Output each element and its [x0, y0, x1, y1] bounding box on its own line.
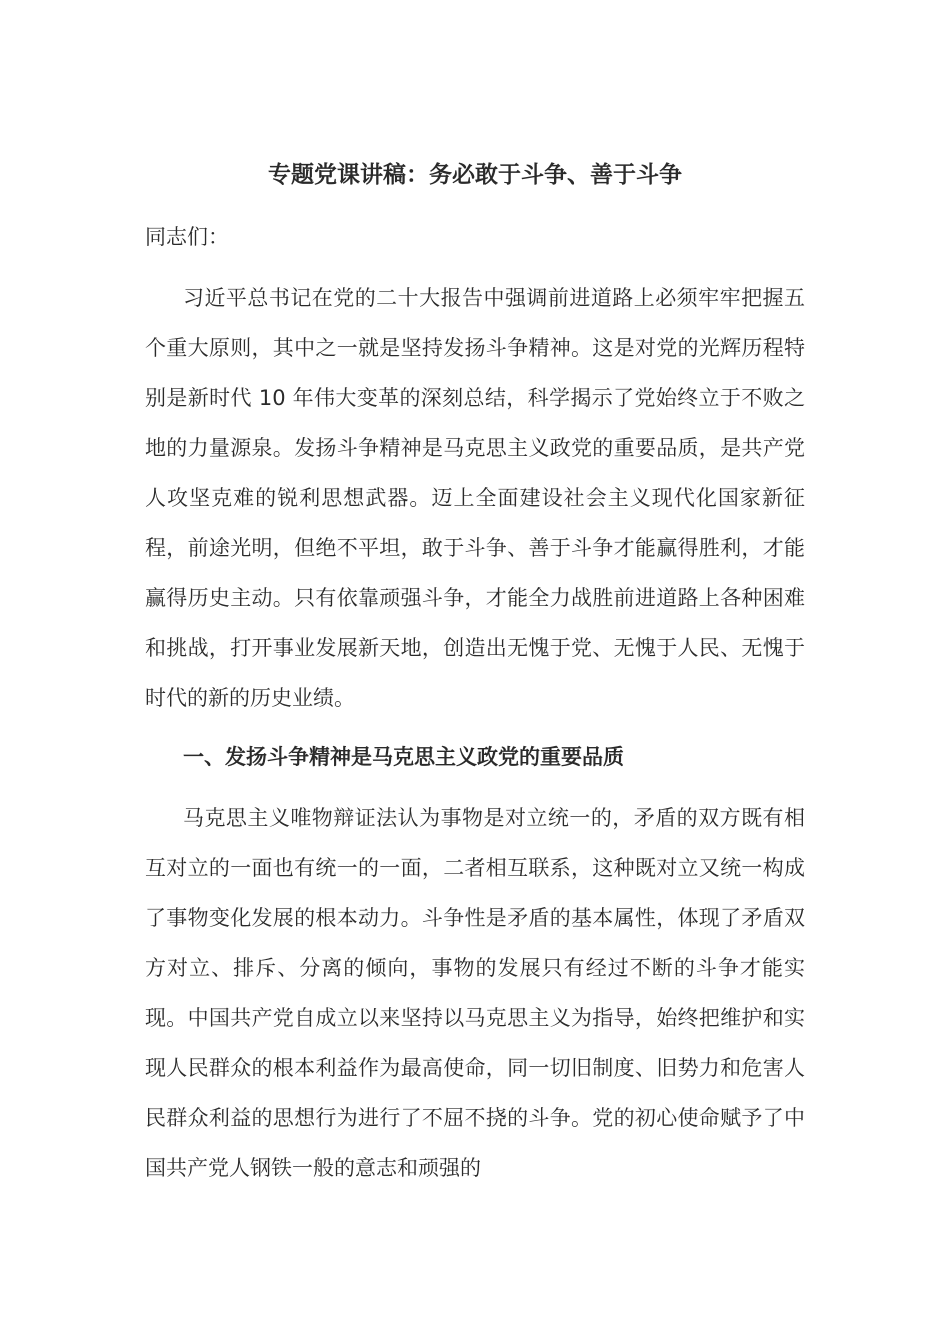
section-heading: 一、发扬斗争精神是马克思主义政党的重要品质 — [183, 745, 624, 769]
document-title: 专题党课讲稿：务必敢于斗争、善于斗争 — [268, 162, 682, 188]
body-paragraph: 马克思主义唯物辩证法认为事物是对立统一的，矛盾的双方既有相互对立的一面也有统一的一面，二者相互联系，这种既对立又统一构成了事物变化发展的根本动力。斗争性是矛盾的基本属性，体现了矛盾双方对立、排斥、分离的倾向，事物的发展只有经过不断的斗争才能实现。中国共产党自成立以来坚持以马克思主义为指导，始终把维护和实现人民群众的根本利益作为最高使命，同一切旧制度、旧势力和危害人民群众利益的思想行为进行了不屈不挠的斗争。党的初心使命赋予了中国共产党人钢铁一般的意志和顽强的 — [145, 806, 805, 1180]
salutation: 同志们： — [145, 225, 229, 249]
body-paragraph: 习近平总书记在党的二十大报告中强调前进道路上必须牢牢把握五个重大原则，其中之一就是坚持发扬斗争精神。这是对党的光辉历程特别是新时代 10 年伟大变革的深刻总结，科学揭示了党始终立于不败之地的力量源泉。发扬斗争精神是马克思主义政党的重要品质，是共产党人攻坚克难的锐利思想武器。迈上全面建设社会主义现代化国家新征程，前途光明，但绝不平坦，敢于斗争、善于斗争才能赢得胜利，才能赢得历史主动。只有依靠顽强斗争，才能全力战胜前进道路上各种困难和挑战，打开事业发展新天地，创造出无愧于党、无愧于人民、无愧于时代的新的历史业绩。 — [145, 286, 805, 710]
